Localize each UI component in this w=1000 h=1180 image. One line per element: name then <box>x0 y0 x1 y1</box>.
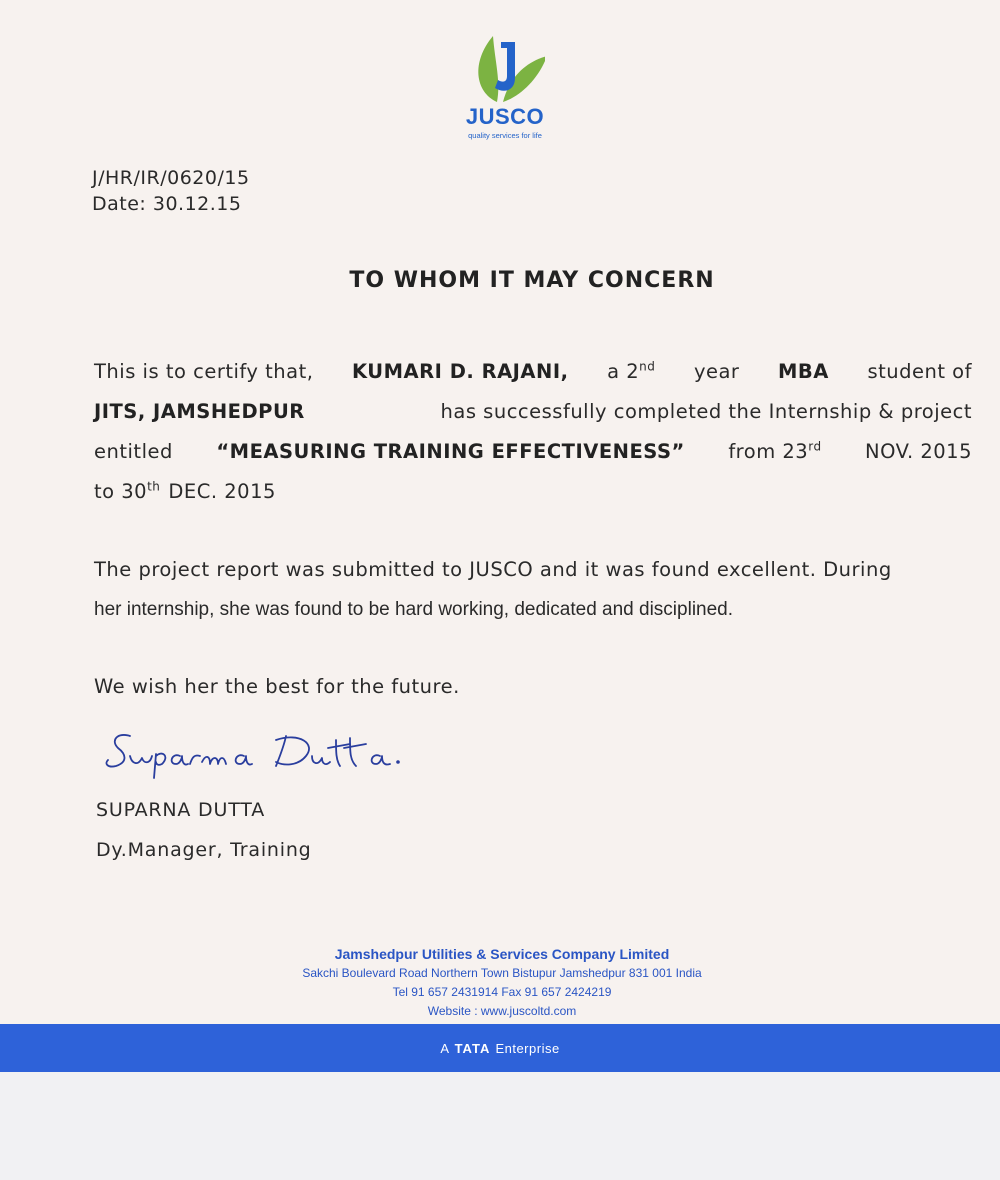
closing-wish: We wish her the best for the future. <box>94 675 460 698</box>
logo-wordmark: JUSCO <box>465 104 545 129</box>
degree-name: MBA <box>778 360 829 383</box>
band-prefix: A <box>440 1040 450 1056</box>
paragraph-line <box>94 472 972 512</box>
paragraph-line <box>94 392 972 432</box>
text-segment: from 23rd <box>728 439 822 463</box>
jusco-logo <box>455 32 555 144</box>
text-segment: year <box>693 360 740 383</box>
paragraph-line <box>94 432 972 472</box>
text-segment: entitled <box>94 440 173 463</box>
handwritten-signature <box>100 722 410 782</box>
text-segment: DEC. 2015 <box>168 480 276 503</box>
signatory-designation: Dy.Manager, Training <box>96 839 312 861</box>
tata-enterprise-band <box>0 1024 1000 1072</box>
reference-date: Date: 30.12.15 <box>92 193 242 215</box>
text-segment: This is to certify that, <box>94 360 314 383</box>
logo-tagline: quality services for life <box>468 131 542 140</box>
signatory-name: SUPARNA DUTTA <box>96 799 265 821</box>
text-segment: to 30th <box>94 479 161 503</box>
leaf-logo-icon <box>465 32 545 104</box>
page-bottom-margin <box>0 1072 1000 1180</box>
letter-title: TO WHOM IT MAY CONCERN <box>349 268 715 293</box>
text-segment: a 2nd <box>607 359 656 383</box>
company-address: Sakchi Boulevard Road Northern Town Bistupur Jamshedpur 831 001 India <box>302 966 702 980</box>
reference-block <box>92 165 250 217</box>
student-name: KUMARI D. RAJANI, <box>352 360 569 383</box>
text-segment: NOV. 2015 <box>865 440 972 463</box>
text-segment: has successfully completed the Internship & project <box>440 400 972 423</box>
text-segment: student of <box>867 360 972 383</box>
paragraph-line: The project report was submitted to JUSCO and it was found excellent. During <box>94 558 892 581</box>
tata-brand: TATA <box>454 1040 491 1056</box>
certification-paragraph <box>94 352 972 512</box>
company-contact: Tel 91 657 2431914 Fax 91 657 2424219 <box>392 985 612 999</box>
company-website: Website : www.juscoltd.com <box>427 1004 577 1018</box>
paragraph-line: her internship, she was found to be hard working, dedicated and disciplined. <box>94 599 734 620</box>
paragraph-line <box>94 352 972 392</box>
letterhead-footer <box>0 944 1000 1021</box>
project-title: “MEASURING TRAINING EFFECTIVENESS” <box>216 440 685 463</box>
evaluation-paragraph <box>94 550 972 630</box>
company-name: Jamshedpur Utilities & Services Company Limited <box>334 946 670 962</box>
signatory-block <box>96 790 312 870</box>
band-suffix: Enterprise <box>495 1040 560 1056</box>
reference-number: J/HR/IR/0620/15 <box>92 167 250 189</box>
institute-name: JITS, JAMSHEDPUR <box>94 400 305 423</box>
